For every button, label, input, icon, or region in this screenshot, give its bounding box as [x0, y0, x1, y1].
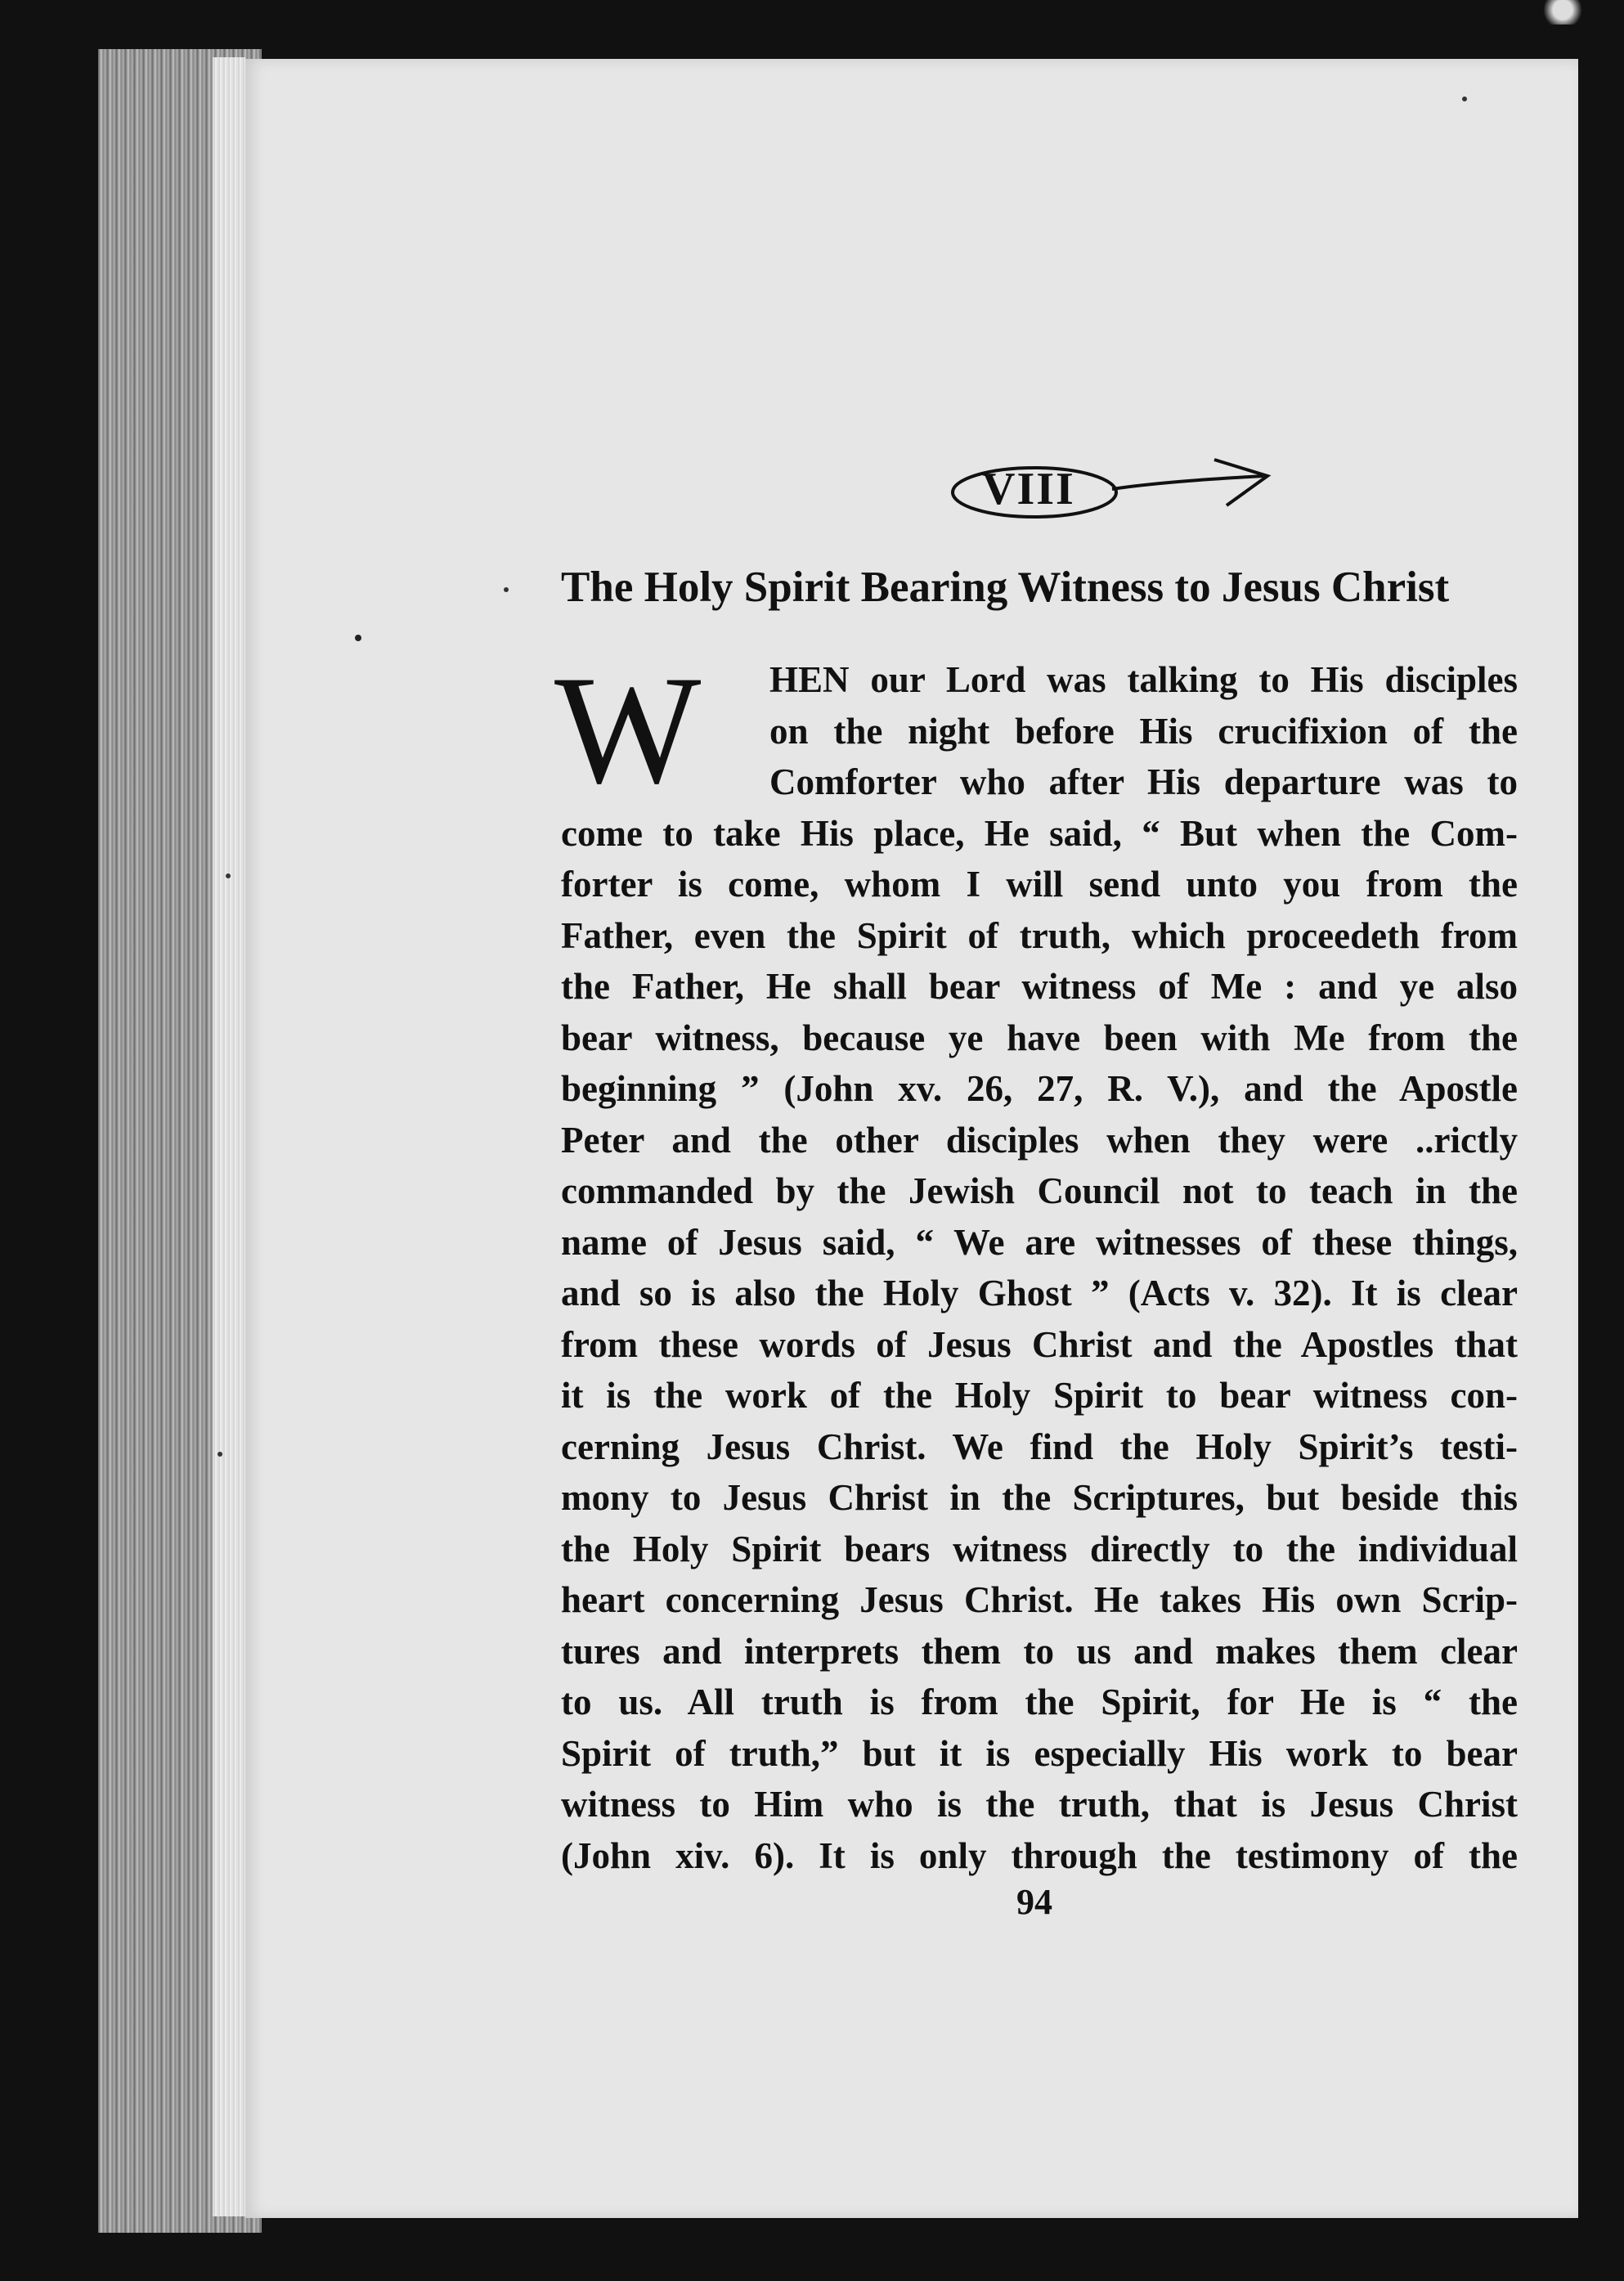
margin-speck: [218, 1452, 222, 1457]
margin-speck: [504, 587, 509, 592]
text-line: the Holy Spirit bears witness directly to the individual: [561, 1528, 1518, 1569]
body-text: [554, 644, 1518, 1881]
margin-speck: [1462, 97, 1467, 101]
text-line: bear witness, because ye have been with Me from the: [561, 1017, 1518, 1058]
text-line: to us. All truth is from the Spirit, for He is “ the: [561, 1682, 1518, 1722]
text-line: on the night before His crucifixion of the: [769, 710, 1518, 752]
margin-speck: [355, 635, 361, 641]
book-page-edges-inner: [213, 57, 245, 2216]
chapter-numeral: VIII: [982, 464, 1075, 514]
text-line: the Father, He shall bear witness of Me : and ye also: [561, 966, 1518, 1007]
text-line: witness to Him who is the truth, that is Jesus Christ: [561, 1784, 1518, 1825]
scan-artifact: [1534, 0, 1591, 25]
text-line: name of Jesus said, “ We are witnesses of these things,: [561, 1221, 1518, 1263]
text-line: mony to Jesus Christ in the Scriptures, but beside this: [561, 1477, 1518, 1518]
text-line: Comforter who after His departure was to: [769, 761, 1518, 802]
margin-speck: [226, 873, 231, 878]
scan-artifact-bottom: [736, 2225, 1210, 2257]
text-line: Peter and the other disciples when they were ..rictly: [561, 1119, 1518, 1161]
text-line: commanded by the Jewish Council not to teach in the: [561, 1170, 1518, 1211]
text-line: come to take His place, He said, “ But when the Com-: [561, 812, 1518, 854]
chapter-heading: [944, 455, 1288, 528]
text-line: Spirit of truth,” but it is especially His work to bear: [561, 1732, 1518, 1774]
text-line: it is the work of the Holy Spirit to bear witness con-: [561, 1375, 1518, 1416]
text-line: (John xiv. 6). It is only through the testimony of the: [561, 1834, 1518, 1876]
text-line: Father, even the Spirit of truth, which proceedeth from: [561, 914, 1518, 956]
text-line: cerning Jesus Christ. We find the Holy Spirit’s testi-: [561, 1426, 1518, 1467]
text-line: tures and interprets them to us and makes them clear: [561, 1630, 1518, 1672]
text-line: from these words of Jesus Christ and the Apostles that: [561, 1323, 1518, 1365]
text-line: and so is also the Holy Ghost ” (Acts v. 32). It is clear: [561, 1273, 1518, 1313]
text-line: HEN our Lord was talking to His disciples: [769, 659, 1518, 700]
page-number: 94: [1016, 1882, 1052, 1922]
drop-cap: W: [554, 644, 702, 816]
chapter-title: The Holy Spirit Bearing Witness to Jesus Christ: [561, 564, 1450, 611]
text-line: forter is come, whom I will send unto you from the: [561, 864, 1518, 905]
text-line: beginning ” (John xv. 26, 27, R. V.), and the Apostle: [561, 1068, 1518, 1109]
text-line: heart concerning Jesus Christ. He takes His own Scrip-: [561, 1579, 1518, 1620]
